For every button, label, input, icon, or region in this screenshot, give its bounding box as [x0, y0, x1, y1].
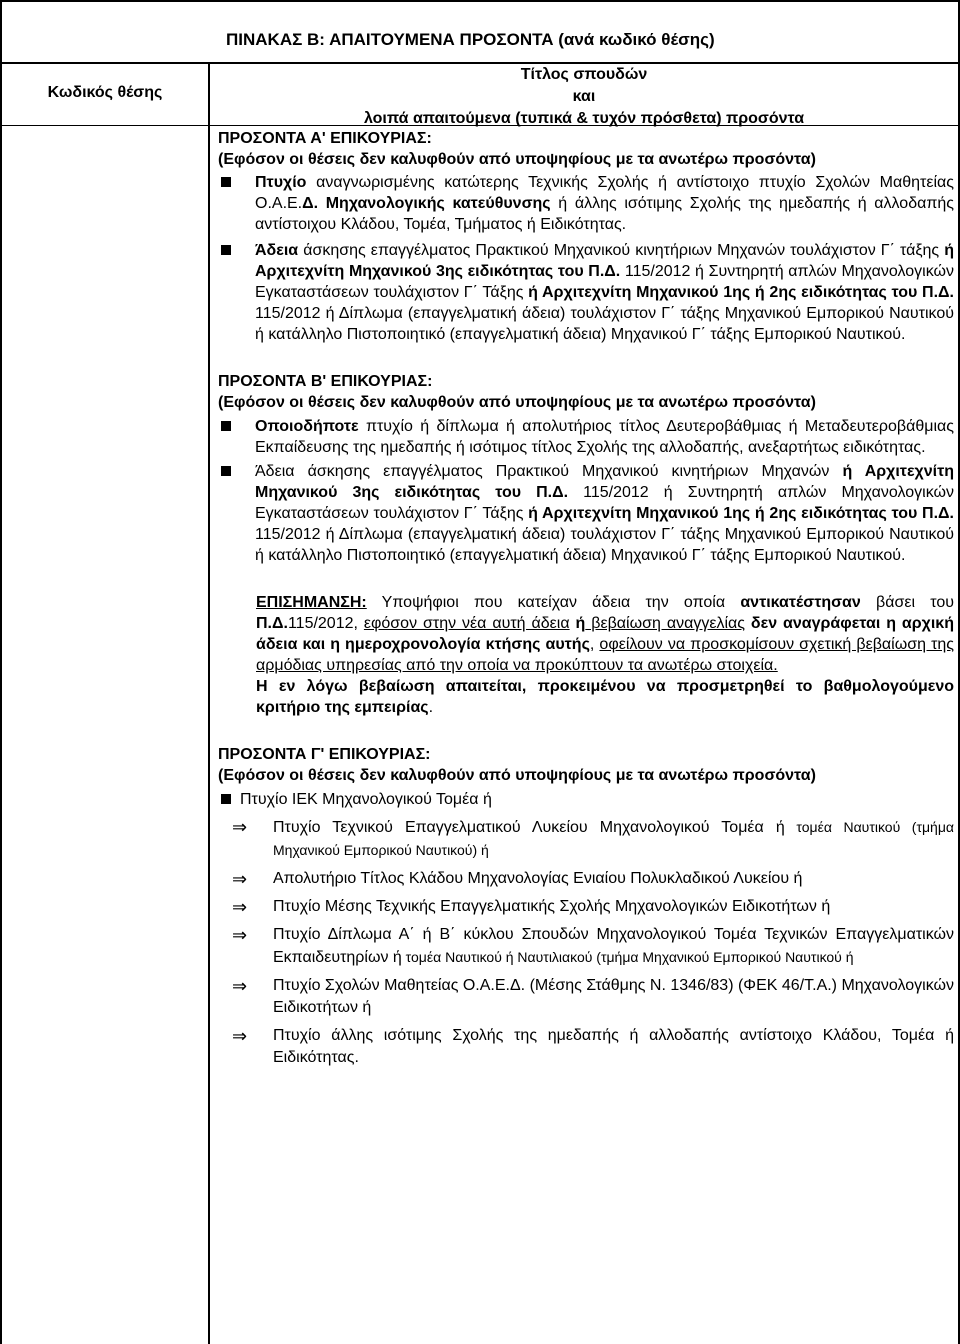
- section-b-heading: ΠΡΟΣΟΝΤΑ Β' ΕΠΙΚΟΥΡΙΑΣ:: [218, 373, 433, 390]
- text-bold: Άδεια: [255, 242, 299, 259]
- section-c-condition: (Εφόσον οι θέσεις δεν καλυφθούν από υποψηφίους με τα ανωτέρω προσόντα): [218, 767, 816, 784]
- text: Πτυχίο άλλης ισότιμης Σχολής της ημεδαπής ή αλλοδαπής αντίστοιχο Κλάδου, Τομέα ή Ειδικότητας.: [273, 1027, 954, 1066]
- square-bullet-icon: [221, 794, 231, 804]
- table-column-divider: [208, 126, 210, 1344]
- section-c-item-4: [218, 924, 954, 969]
- section-c-item-6: [218, 1025, 954, 1069]
- text-bold: Π.Δ.: [256, 615, 288, 632]
- text: ,: [589, 636, 600, 653]
- text: Πτυχίο ΙΕΚ Μηχανολογικού Τομέα ή: [240, 791, 492, 808]
- header-code-column: Κωδικός θέσης: [2, 64, 210, 125]
- section-c-item-2: [218, 868, 954, 890]
- square-bullet-icon: [221, 245, 231, 255]
- text-bold: ή Αρχιτεχνίτη Μηχανικού 3ης ειδικότητας του Π.Δ.: [255, 242, 954, 280]
- section-c-heading: ΠΡΟΣΟΝΤΑ Γ' ΕΠΙΚΟΥΡΙΑΣ:: [218, 746, 431, 763]
- text-bold: ή Αρχιτεχνίτη Μηχανικού 1ης ή 2ης ειδικότητας του Π.Δ.: [528, 505, 954, 522]
- text: άσκησης επαγγέλματος Πρακτικού Μηχανικού κινητήριων Μηχανών τουλάχιστον Γ΄ τάξης: [298, 242, 945, 259]
- text: Υποψήφιοι που κατείχαν άδεια την οποία: [366, 594, 741, 611]
- text-small: τομέα Ναυτικού (τμήμα Μηχανικού Εμπορικού Ναυτικού) ή: [273, 819, 955, 858]
- text: 115/2012 ή Δίπλωμα (επαγγελματική άδεια) τουλάχιστον Γ΄ τάξης Μηχανικού Εμπορικού Ναυτικού ή κατάλληλο Πιστοποιητικό (επαγγελματική άδεια) Μηχανικού Γ΄ τάξης Εμπορικού Ναυτικού.: [255, 526, 954, 564]
- text: 115/2012 ή Συντηρητή απλών Μηχανολογικών Εγκαταστάσεων τουλάχιστον Γ΄ Τάξης: [255, 484, 955, 522]
- text: βάσει του: [860, 594, 955, 611]
- text-bold: Η εν λόγω βεβαίωση απαιτείται, προκειμένου να προσμετρηθεί το βαθμολογούμενο κριτήριο της εμπειρίας: [256, 678, 954, 716]
- text: Πτυχίο Σχολών Μαθητείας Ο.Α.Ε.Δ. (Μέσης Στάθμης Ν. 1346/83) (ΦΕΚ 46/Τ.Α.) Μηχανολογικών Ειδικοτήτων ή: [273, 977, 954, 1016]
- arrow-right-icon: ⇒: [232, 817, 248, 837]
- text-bold: ή: [575, 615, 586, 632]
- text: ή άλλης ισότιμης Σχολής της ημεδαπής ή αλλοδαπής αντίστοιχου Κλάδου, Τομέα, Τμήματος ή Ειδικότητας.: [255, 195, 955, 233]
- text: Άδεια άσκησης επαγγέλματος Πρακτικού Μηχανικού κινητήριων Μηχανών: [255, 463, 843, 480]
- square-bullet-icon: [221, 466, 231, 476]
- text-underlined: οφείλουν να προσκομίσουν σχετική βεβαίωση της αρμόδιας υπηρεσίας από την οποία να προκύπτουν τα ανωτέρω στοιχεία.: [256, 636, 954, 674]
- text: 115/2012 ή Δίπλωμα (επαγγελματική άδεια) τουλάχιστον Γ΄ τάξης Μηχανικού Εμπορικού Ναυτικού ή κατάλληλο Πιστοποιητικό (επαγγελματική άδεια) Μηχανικού Γ΄ τάξης Εμπορικού Ναυτικού.: [255, 305, 954, 343]
- text-underlined: βεβαίωση αναγγελίας: [585, 615, 745, 632]
- section-b-condition: (Εφόσον οι θέσεις δεν καλυφθούν από υποψηφίους με τα ανωτέρω προσόντα): [218, 394, 816, 411]
- text-bold: αντικατέστησαν: [740, 594, 861, 611]
- text: ,: [353, 615, 364, 632]
- section-b-bullet-2: [218, 461, 954, 566]
- table-header: [0, 62, 960, 126]
- square-bullet-icon: [221, 177, 231, 187]
- header-title-line2: και: [572, 88, 596, 105]
- text-bold: Οποιοδήποτε: [255, 418, 359, 435]
- section-c-item-1: [218, 816, 954, 862]
- text: Πτυχίο Τεχνικού Επαγγελματικού Λυκείου Μηχανολογικού Τομέα ή: [273, 819, 785, 836]
- text: 115/2012: [287, 615, 354, 632]
- section-a-condition: (Εφόσον οι θέσεις δεν καλυφθούν από υποψηφίους με τα ανωτέρω προσόντα): [218, 151, 816, 168]
- text-small: τομέα Ναυτικού ή Ναυτιλιακού (τμήμα Μηχανικού Εμπορικού Ναυτικού ή: [401, 949, 854, 965]
- text: Πτυχίο Μέσης Τεχνικής Επαγγελματικής Σχολής Μηχανολογικών Ειδικοτήτων ή: [273, 898, 831, 915]
- section-a-bullet-1: [218, 172, 954, 235]
- square-bullet-icon: [221, 421, 231, 431]
- arrow-right-icon: ⇒: [232, 976, 248, 996]
- header-title-column: [210, 64, 958, 130]
- note-paragraph: [218, 592, 954, 718]
- arrow-right-icon: ⇒: [232, 869, 248, 889]
- section-c-bullet-1: [218, 789, 954, 810]
- text: Πτυχίο Δίπλωμα Α΄ ή Β΄ κύκλου Σπουδών Μηχανολογικού Τομέα Τεχνικών Επαγγελματικών Εκπαιδευτηρίων ή: [273, 926, 954, 966]
- table-left-border: [0, 126, 2, 1344]
- table-title: ΠΙΝΑΚΑΣ Β: ΑΠΑΙΤΟΥΜΕΝΑ ΠΡΟΣΟΝΤΑ (ανά κωδικό θέσης): [226, 30, 715, 49]
- arrow-right-icon: ⇒: [232, 897, 248, 917]
- section-a-bullet-2: [218, 240, 954, 345]
- text: Απολυτήριο Τίτλος Κλάδου Μηχανολογίας Ενιαίου Πολυκλαδικού Λυκείου ή: [273, 870, 803, 887]
- text-bold: δεν αναγράφεται η αρχική άδεια και η ημεροχρονολογία κτήσης αυτής: [256, 615, 954, 653]
- text-bold: ή Αρχιτεχνίτη Μηχανικού 3ης ειδικότητας του Π.Δ.: [255, 463, 955, 501]
- qualifications-cell: [218, 126, 954, 1069]
- note-label: ΕΠΙΣΗΜΑΝΣΗ:: [256, 594, 367, 611]
- header-title-line3: λοιπά απαιτούμενα (τυπικά & τυχόν πρόσθετα) προσόντα: [363, 110, 805, 127]
- text: .: [428, 699, 434, 716]
- header-title-line1: Τίτλος σπουδών: [520, 66, 648, 83]
- arrow-right-icon: ⇒: [232, 1026, 248, 1046]
- section-a-heading: ΠΡΟΣΟΝΤΑ Α' ΕΠΙΚΟΥΡΙΑΣ:: [218, 130, 432, 147]
- text: αναγνωρισμένης κατώτερης Τεχνικής Σχολής ή αντίστοιχο πτυχίο Σχολών Μαθητείας Ο.Α.Ε.: [255, 174, 954, 212]
- text-underlined: εφόσον στην νέα αυτή άδεια: [363, 615, 570, 632]
- section-b-bullet-1: [218, 416, 954, 458]
- arrow-right-icon: ⇒: [232, 925, 248, 945]
- text-bold: Δ. Μηχανολογικής κατεύθυνσης: [302, 195, 551, 212]
- section-c-item-3: [218, 896, 954, 918]
- section-c-item-5: [218, 975, 954, 1019]
- text: 115/2012 ή Συντηρητή απλών Μηχανολογικών Εγκαταστάσεων τουλάχιστον Γ΄ Τάξης: [255, 263, 954, 301]
- text: πτυχίο ή δίπλωμα ή απολυτήριος τίτλος Δευτεροβάθμιας ή Μεταδευτεροβάθμιας Εκπαίδευσης της ημεδαπής ή ισότιμος τίτλος Σχολής της αλλοδαπής, ανεξαρτήτως ειδικότητας.: [255, 418, 954, 456]
- text-bold: ή Αρχιτεχνίτη Μηχανικού 1ης ή 2ης ειδικότητας του Π.Δ.: [528, 284, 954, 301]
- text-bold: Πτυχίο: [255, 174, 307, 191]
